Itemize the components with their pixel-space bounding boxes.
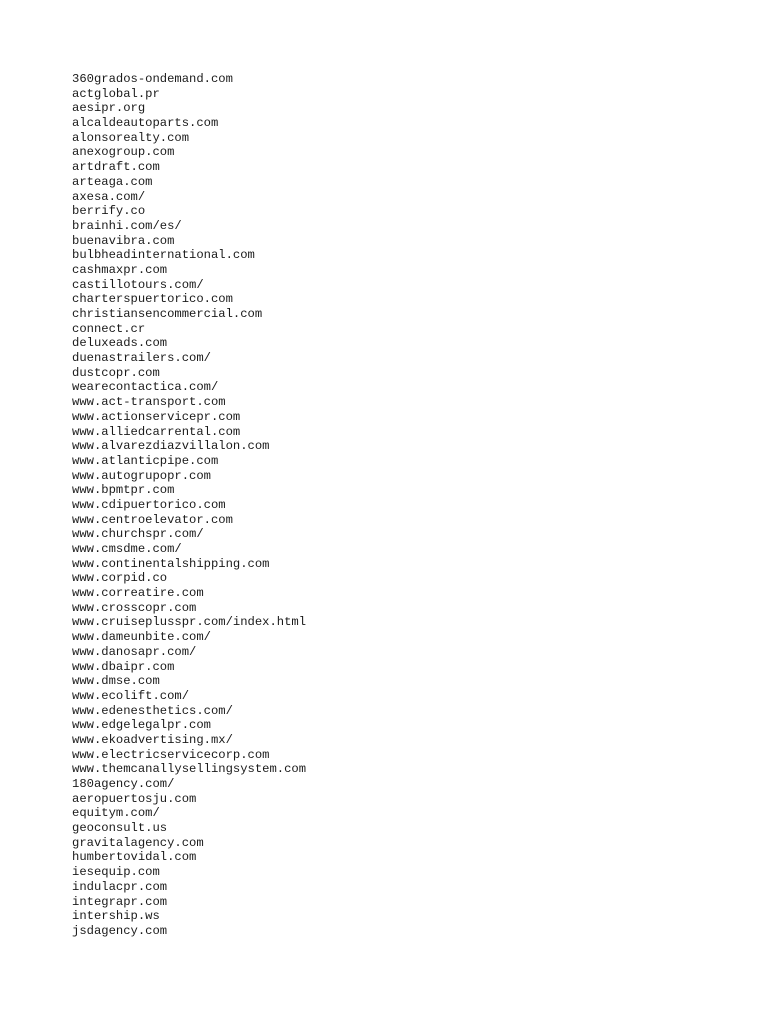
url-line: www.danosapr.com/ (72, 644, 197, 659)
document-page (72, 72, 768, 939)
url-line: alcaldeautoparts.com (72, 116, 219, 131)
url-line: wearecontactica.com/ (72, 380, 219, 395)
url-line: www.correatire.com (72, 586, 204, 601)
url-line: actglobal.pr (72, 86, 160, 101)
url-line: www.cmsdme.com/ (72, 542, 182, 556)
url-line: axesa.com/ (72, 189, 146, 204)
url-line: www.edenesthetics.com/ (72, 703, 233, 718)
url-list (72, 72, 768, 939)
url-line: integrapr.com (72, 894, 168, 909)
url-line: www.alvarezdiazvillalon.com (72, 439, 270, 454)
url-line: www.bpmtpr.com (72, 483, 175, 498)
url-line: www.dmse.com (72, 674, 160, 689)
url-line: indulacpr.com (72, 879, 168, 894)
url-line: artdraft.com (72, 160, 160, 175)
url-line: arteaga.com (72, 174, 153, 189)
url-line: charterspuertorico.com (72, 292, 233, 307)
url-line: www.dameunbite.com/ (72, 630, 211, 645)
url-line: intership.ws (72, 909, 160, 924)
url-line: berrify.co (72, 204, 146, 219)
url-line: deluxeads.com (72, 336, 168, 351)
url-line: jsdagency.com (72, 923, 168, 938)
url-line: www.alliedcarrental.com (72, 424, 241, 439)
url-line: equitym.com/ (72, 806, 160, 821)
url-line: christiansencommercial.com (72, 307, 263, 321)
url-line: dustcopr.com (72, 365, 160, 380)
url-line: alonsorealty.com (72, 130, 190, 145)
url-line: www.cruiseplusspr.com/index.html (72, 615, 307, 630)
url-line: bulbheadinternational.com (72, 248, 255, 263)
url-line: iesequip.com (72, 865, 160, 880)
url-line: buenavibra.com (72, 233, 175, 248)
url-line: aesipr.org (72, 101, 146, 116)
url-line: www.ekoadvertising.mx/ (72, 732, 233, 747)
url-line: www.ecolift.com/ (72, 688, 190, 703)
url-line: www.cdipuertorico.com (72, 497, 226, 512)
url-line: cashmaxpr.com (72, 262, 168, 277)
url-line: 360grados-ondemand.com (72, 72, 233, 86)
url-line: duenastrailers.com/ (72, 351, 211, 366)
url-line: aeropuertosju.com (72, 791, 197, 806)
url-line: anexogroup.com (72, 145, 175, 160)
url-line: www.crosscopr.com (72, 600, 197, 615)
url-line: 180agency.com/ (72, 777, 175, 791)
url-line: www.act-transport.com (72, 395, 226, 410)
url-line: connect.cr (72, 321, 146, 336)
url-line: www.corpid.co (72, 571, 168, 586)
url-line: castillotours.com/ (72, 277, 204, 292)
url-line: www.churchspr.com/ (72, 527, 204, 542)
url-line: gravitalagency.com (72, 835, 204, 850)
url-line: www.dbaipr.com (72, 659, 175, 674)
url-line: www.themcanallysellingsystem.com (72, 762, 307, 777)
url-line: www.atlanticpipe.com (72, 453, 219, 468)
url-line: brainhi.com/es/ (72, 218, 182, 233)
url-line: www.electricservicecorp.com (72, 747, 270, 762)
url-line: www.edgelegalpr.com (72, 718, 211, 733)
url-line: www.continentalshipping.com (72, 556, 270, 571)
url-line: www.actionservicepr.com (72, 409, 241, 424)
url-line: geoconsult.us (72, 821, 168, 836)
url-line: humbertovidal.com (72, 850, 197, 865)
url-line: www.autogrupopr.com (72, 468, 211, 483)
url-line: www.centroelevator.com (72, 512, 233, 527)
